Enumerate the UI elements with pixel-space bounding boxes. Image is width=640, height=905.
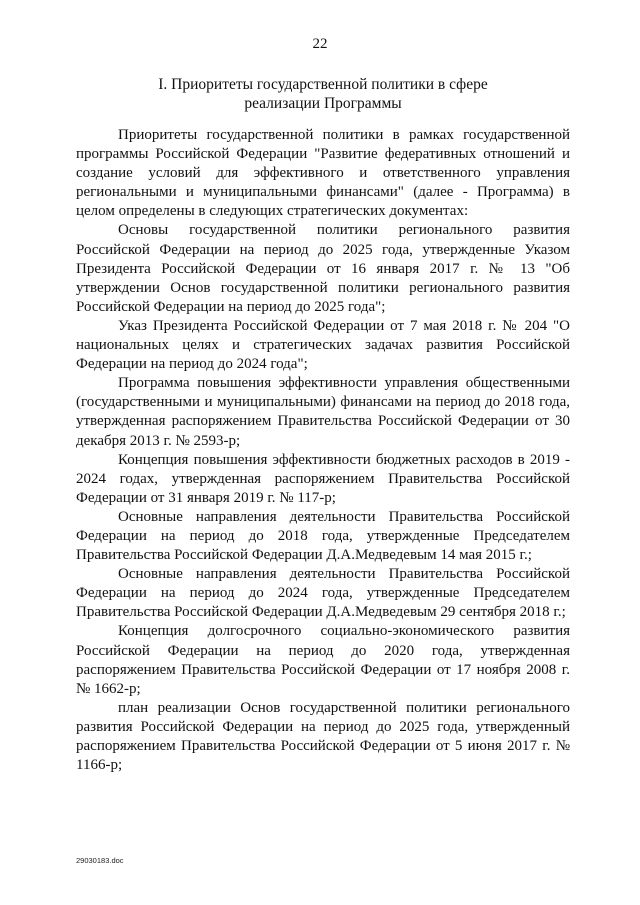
paragraph-item: Основы государственной политики регионального развития Российской Федерации на период до 2025 года, утвержденные Указом Президента Российской Федерации от 16 января 2017 г. № 13 "Об утверждении Основ государственной политики регионального развития Российской Федерации на период до 2025 года"; xyxy=(76,222,570,315)
paragraph-item: Концепция долгосрочного социально-экономического развития Российской Федерации на период до 2020 года, утвержденная распоряжением Правительства Российской Федерации от 17 ноября 2008 г. № 1662-р; xyxy=(76,623,570,697)
paragraph-item: Программа повышения эффективности управления общественными (государственными и муниципальными) финансами на период до 2018 года, утвержденная распоряжением Правительства Российской Федерации от 30 декабря 2013 г. № 2593-р; xyxy=(76,375,570,449)
paragraph-item: Основные направления деятельности Правительства Российской Федерации на период до 2024 года, утвержденные Председателем Правительства Российской Федерации Д.А.Медведевым 29 сентября 2018 г.; xyxy=(76,566,570,621)
paragraph-item: Основные направления деятельности Правительства Российской Федерации на период до 2018 года, утвержденные Председателем Правительства Российской Федерации Д.А.Медведевым 14 мая 2015 г.; xyxy=(76,508,570,564)
file-name-footer: 29030183.doc xyxy=(76,856,124,865)
page-number: 22 xyxy=(312,36,328,52)
paragraph-item: план реализации Основ государственной политики регионального развития Российской Федерации на период до 2025 года, утвержденный распоряжением Правительства Российской Федерации от 5 июня 2017 г. № 1166-р; xyxy=(76,699,570,774)
section-heading xyxy=(76,75,570,113)
paragraph-item: Концепция повышения эффективности бюджетных расходов в 2019 - 2024 годах, утвержденная распоряжением Правительства Российской Федерации от 31 января 2019 г. № 117-р; xyxy=(76,451,570,506)
section-heading-line-1: I. Приоритеты государственной политики в сфере xyxy=(158,76,488,93)
paragraph-item: Указ Президента Российской Федерации от 7 мая 2018 г. № 204 "О национальных целях и стратегических задачах развития Российской Федерации на период до 2024 года"; xyxy=(76,317,570,373)
document-body xyxy=(76,126,570,775)
paragraph-intro: Приоритеты государственной политики в рамках государственной программы Российской Федерации "Развитие федеративных отношений и создание условий для эффективного и ответственного управления региональными и муниципальными финансами" (далее - Программа) в целом определены в следующих стратегических документах: xyxy=(76,127,570,220)
section-heading-line-2: реализации Программы xyxy=(244,95,402,112)
